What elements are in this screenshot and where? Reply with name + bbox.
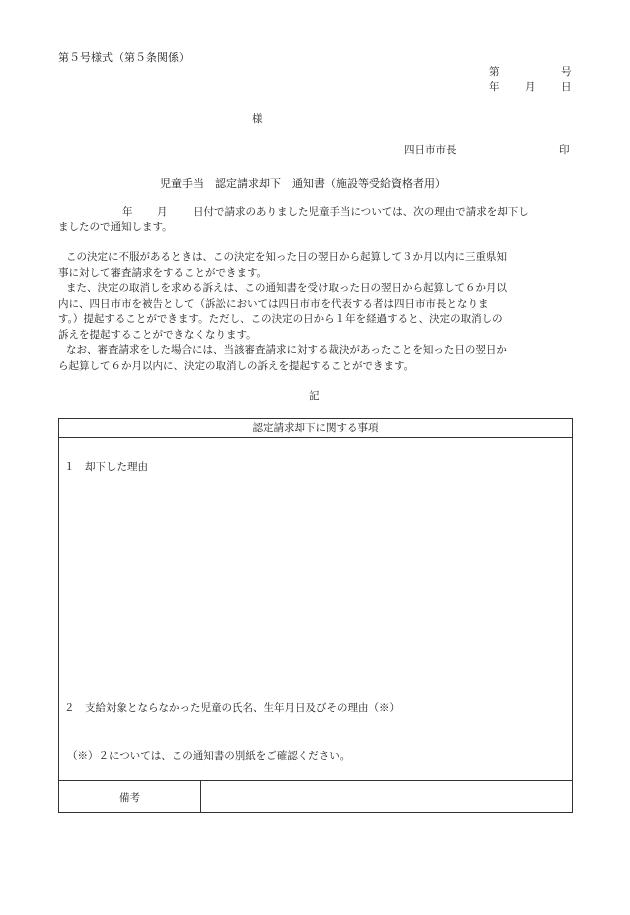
date-month-label: 月: [525, 81, 536, 93]
notice-line: なお、審査請求をした場合には、当該審査請求に対する裁決があったことを知った日の翌日か: [66, 344, 507, 356]
notice-line: また、決定の取消しを求める訴えは、この通知書を受け取った日の翌日から起算して６か月以: [66, 282, 507, 294]
addressee-suffix: 様: [252, 113, 263, 125]
date-day-label: 日: [561, 81, 572, 93]
notice-line: す。）提起することができます。ただし、この決定の日から１年を経過すると、決定の取消しの: [58, 313, 503, 325]
intro-line-2: ましたので通知します。: [58, 221, 173, 233]
remarks-column-divider: [200, 780, 201, 812]
remarks-label: 備考: [119, 792, 140, 804]
intro-month: 月: [157, 206, 168, 218]
rejection-details-table: [58, 418, 573, 813]
header-divider: [59, 437, 572, 438]
number-prefix: 第: [489, 66, 500, 78]
appeal-notice: [58, 250, 576, 374]
notice-line: この決定に不服があるときは、この決定を知った日の翌日から起算して３か月以内に三重県知: [66, 251, 507, 263]
remarks-divider: [59, 780, 572, 781]
form-label: 第５号様式（第５条関係）: [58, 51, 190, 64]
notice-line: ら起算して６か月以内に、決定の取消しの訴えを提起することができます。: [58, 359, 415, 372]
item-rejection-reason: １ 却下した理由: [64, 461, 148, 473]
notice-line: 訴えを提起することができなくなります。: [58, 328, 257, 341]
number-suffix: 号: [561, 66, 572, 78]
intro-line-1: 日付で請求のありました児童手当については、次の理由で請求を却下し: [193, 206, 529, 218]
sender-name: 四日市市長: [404, 144, 457, 156]
notice-line: 内に、四日市市を被告として（訴訟においては四日市市を代表する者は四日市市長となりま: [58, 297, 489, 310]
table-header: 認定請求却下に関する事項: [252, 422, 379, 434]
item-child-info: ２ 支給対象とならなかった児童の氏名、生年月日及びその理由（※）: [64, 702, 400, 714]
date-year-label: 年: [489, 81, 500, 93]
document-title: 児童手当 認定請求却下 通知書（施設等受給資格者用）: [160, 177, 446, 190]
notice-line: 事に対して審査請求をすることができます。: [58, 266, 268, 279]
ki-heading: 記: [309, 390, 320, 402]
table-note: （※）２については、この通知書の別紙をご確認ください。: [67, 750, 351, 762]
intro-year: 年: [122, 206, 133, 218]
seal-mark: 印: [559, 144, 570, 156]
